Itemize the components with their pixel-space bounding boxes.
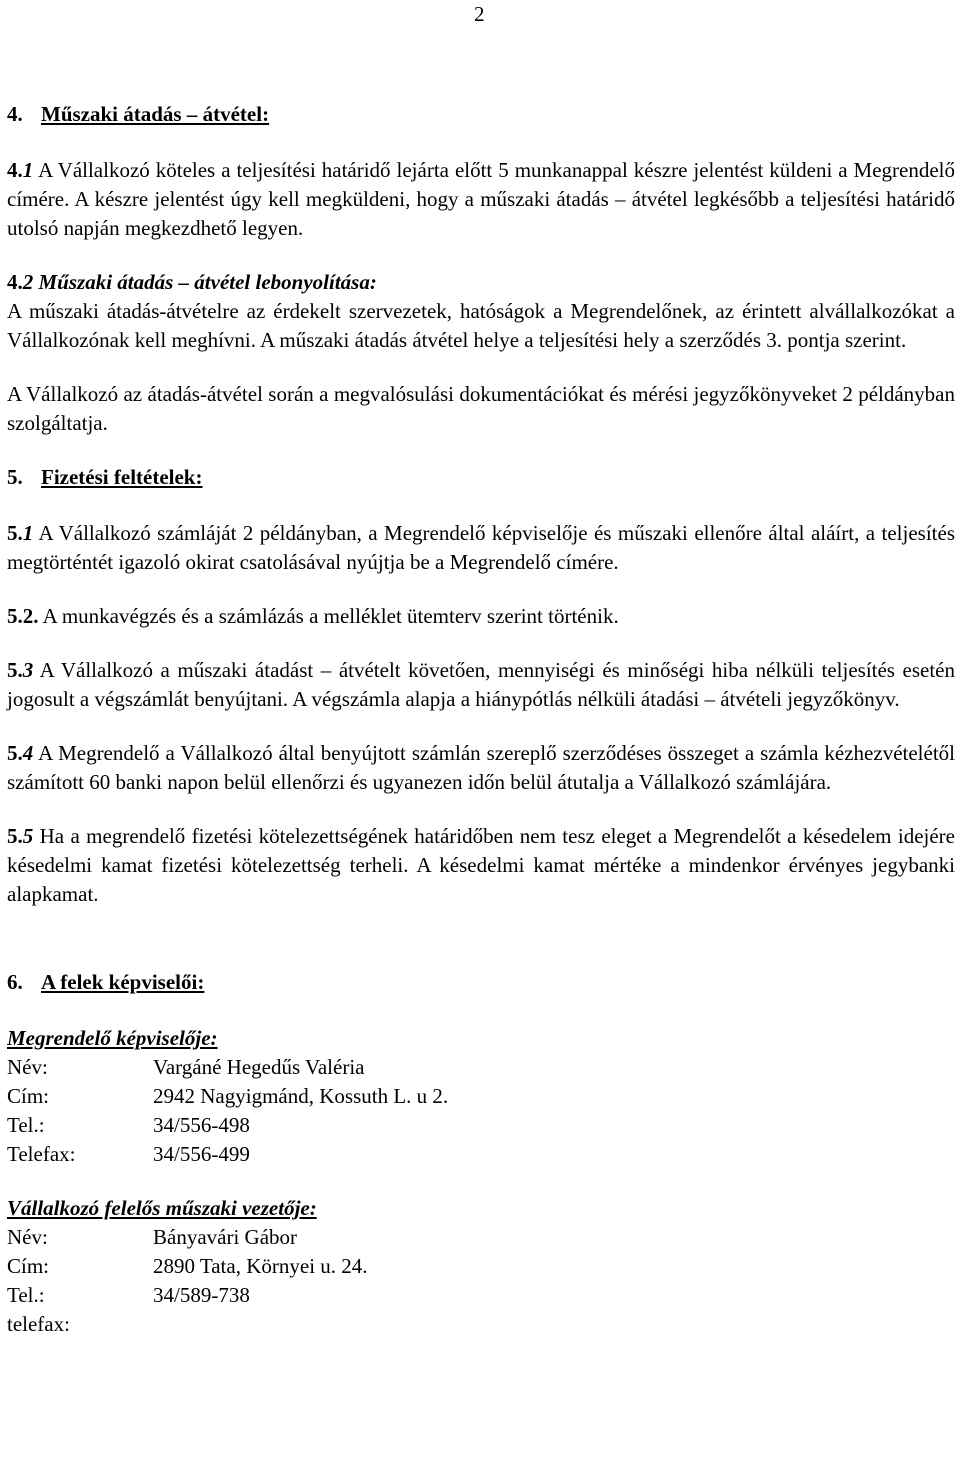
paragraph-4-3: A Vállalkozó az átadás-átvétel során a megvalósulási dokumentációkat és mérési jegyzőkönyveket 2 példányban szolgáltatja. [7, 382, 955, 435]
paragraph-4-2-text: A műszaki átadás-átvételre az érdekelt szervezetek, hatóságok a Megrendelőnek, az érintett alvállalkozókat a Vállalkozónak kell meghívni. A műszaki átadás átvétel helye a teljesítési hely a szerződés 3. pontja szerint. [7, 299, 955, 352]
client-row-fax [7, 1140, 955, 1169]
section-6-number: 6. [7, 970, 23, 994]
paragraph-5-3-text: A Vállalkozó a műszaki átadást – átvételt követően, mennyiségi és minőségi hiba nélküli teljesítés esetén jogosult a végszámlát benyújtani. A végszámla alapja a hiánypótlás nélküli átadási – átvételi jegyzőkönyv. [7, 658, 955, 711]
contractor-representative-title: Vállalkozó felelős műszaki vezetője: [7, 1196, 317, 1220]
section-4-number: 4. [7, 102, 23, 126]
paragraph-5-4-text: A Megrendelő a Vállalkozó által benyújtott számlán szereplő szerződéses összeget a számla kézhezvételétől számított 60 banki napon belül ellenőrzi és ugyanezen időn belül átutalja a Vállalkozó számlájára. [7, 741, 955, 794]
section-6-title: A felek képviselői: [41, 970, 205, 994]
section-5-number: 5. [7, 465, 23, 489]
paragraph-4-1 [7, 156, 955, 243]
row-value: 2890 Tata, Környei u. 24. [153, 1254, 368, 1278]
row-value: 2942 Nagyigmánd, Kossuth L. u 2. [153, 1084, 449, 1108]
row-label: Tel.: [7, 1113, 45, 1137]
contractor-row-phone [7, 1281, 955, 1310]
paragraph-5-1-number: 5.1 [7, 521, 34, 545]
paragraph-5-5-number: 5.5 [7, 824, 34, 848]
client-row-address [7, 1082, 955, 1111]
client-representative-title: Megrendelő képviselője: [7, 1026, 218, 1050]
section-6-heading [7, 968, 955, 997]
document-body [7, 100, 955, 1339]
row-label: Tel.: [7, 1283, 45, 1307]
page-number: 2 [474, 2, 485, 26]
paragraph-5-1 [7, 519, 955, 577]
paragraph-4-2 [7, 268, 955, 355]
section-5-heading [7, 463, 955, 492]
paragraph-5-2-number: 5.2. [7, 604, 39, 628]
paragraph-4-2-title: Műszaki átadás – átvétel lebonyolítása: [38, 270, 377, 294]
row-value: 34/589-738 [153, 1283, 250, 1307]
paragraph-5-2-text: A munkavégzés és a számlázás a melléklet ütemterv szerint történik. [42, 604, 619, 628]
row-value: Bányavári Gábor [153, 1225, 298, 1249]
section-5-title: Fizetési feltételek: [41, 465, 203, 489]
paragraph-5-5 [7, 822, 955, 909]
row-label: Cím: [7, 1084, 50, 1108]
spacer [7, 934, 955, 968]
paragraph-5-3-number: 5.3 [7, 658, 34, 682]
paragraph-5-3 [7, 656, 955, 714]
paragraph-4-2-heading: 4.2 Műszaki átadás – átvétel lebonyolítása: [7, 270, 377, 294]
contractor-row-fax [7, 1310, 955, 1339]
contractor-representative [7, 1194, 955, 1339]
row-label: Név: [7, 1055, 48, 1079]
section-4-heading [7, 100, 955, 129]
row-label: Cím: [7, 1254, 50, 1278]
paragraph-4-1-number: 4.1 [7, 158, 34, 182]
paragraph-5-4-number: 5.4 [7, 741, 34, 765]
paragraph-5-5-text: Ha a megrendelő fizetési kötelezettségének határidőben nem tesz eleget a Megrendelőt a késedelem idejére késedelmi kamat fizetési kötelezettség terheli. A késedelmi kamat mértéke a mindenkor érvényes jegybanki alapkamat. [7, 824, 955, 906]
row-value: 34/556-498 [153, 1113, 250, 1137]
paragraph-5-4 [7, 739, 955, 797]
row-label: telefax: [7, 1312, 70, 1336]
client-representative [7, 1024, 955, 1169]
contractor-row-name [7, 1223, 955, 1252]
paragraph-5-2 [7, 602, 955, 631]
row-label: Telefax: [7, 1142, 76, 1166]
row-value: Vargáné Hegedűs Valéria [153, 1055, 365, 1079]
paragraph-4-1-text: A Vállalkozó köteles a teljesítési határidő lejárta előtt 5 munkanappal készre jelentést küldeni a Megrendelő címére. A készre jelentést úgy kell megküldeni, hogy a műszaki átadás – átvétel legkésőbb a teljesítési határidő utolsó napján megkezdhető legyen. [7, 158, 956, 240]
row-label: Név: [7, 1225, 48, 1249]
paragraph-5-1-text: A Vállalkozó számláját 2 példányban, a Megrendelő képviselője és műszaki ellenőre által aláírt, a teljesítés megtörténtét igazoló okirat csatolásával nyújtja be a Megrendelő címére. [7, 521, 955, 574]
contractor-row-address [7, 1252, 955, 1281]
section-4-title: Műszaki átadás – átvétel: [41, 102, 270, 126]
client-row-name [7, 1053, 955, 1082]
client-row-phone [7, 1111, 955, 1140]
row-value: 34/556-499 [153, 1142, 250, 1166]
